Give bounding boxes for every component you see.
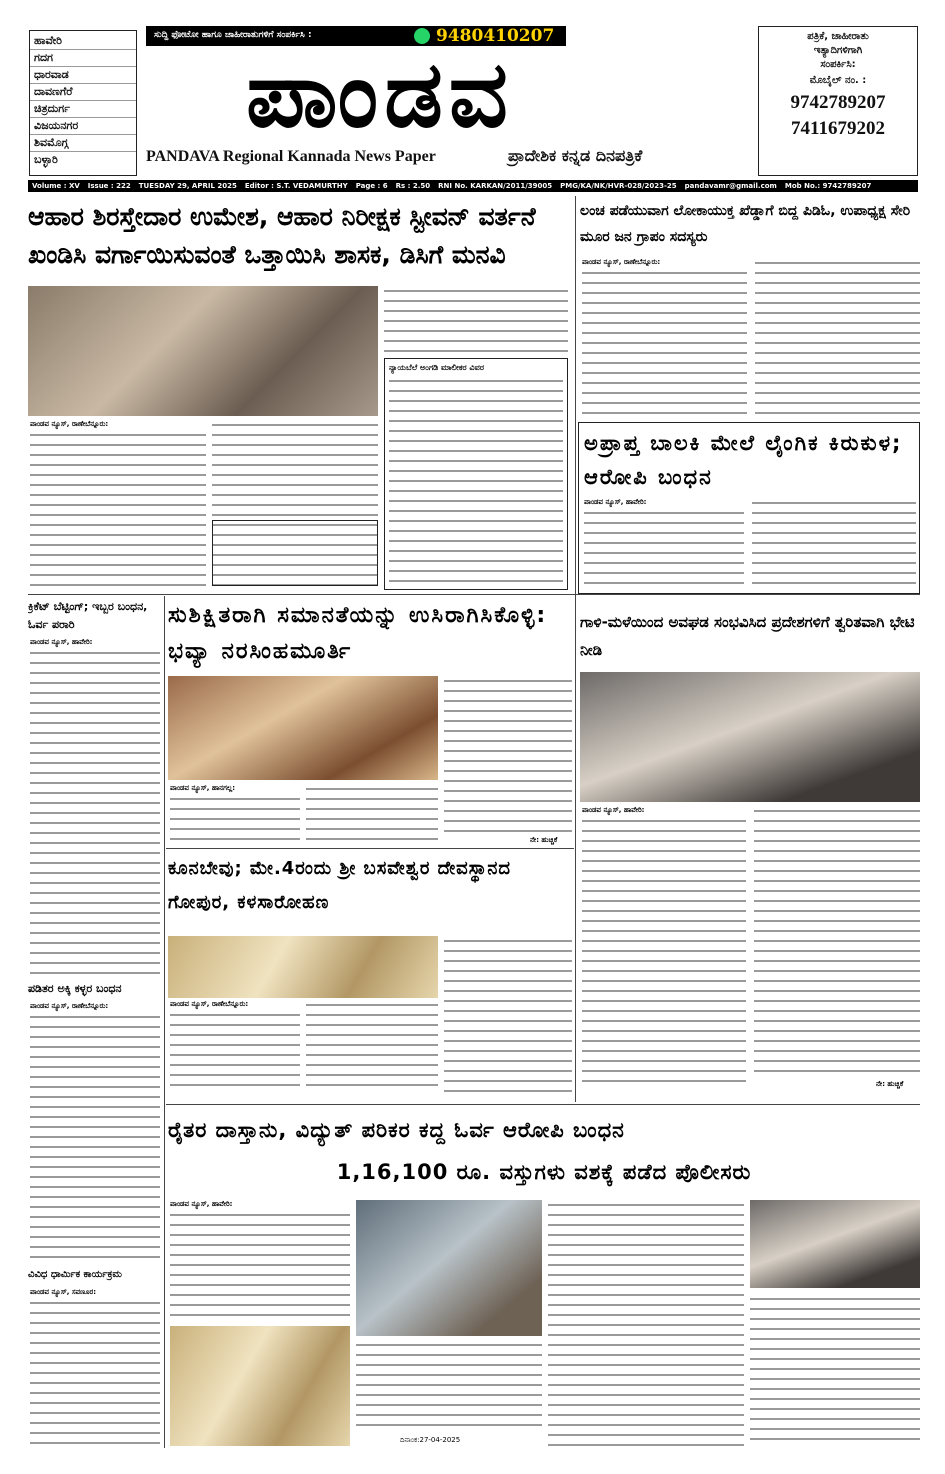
editor: Editor : S.T. VEDAMURTHY <box>244 182 348 190</box>
article-5-body <box>170 794 300 848</box>
volume: Volume : XV <box>32 182 80 190</box>
mobile[interactable]: Mob No.: 9742789207 <box>784 182 872 190</box>
article-8-headline[interactable]: ಪಡಿತರ ಅಕ್ಕಿ ಕಳ್ಳರ ಬಂಧನ <box>28 982 122 995</box>
article-6-headline[interactable]: ಗಾಳಿ-ಮಳೆಯಿಂದ ಅವಘಡ ಸಂಭವಿಸಿದ ಪ್ರದೇಶಗಳಿಗೆ ತ್ವರಿತವಾಗಿ ಭೇಟಿ ನೀಡಿ <box>580 613 915 659</box>
ad-line-3: ಸಂಪರ್ಕಿಸಿ: <box>820 59 856 70</box>
column-rule <box>164 596 165 1448</box>
article-4-headline[interactable]: ಕ್ರಿಕೆಟ್ ಬೆಟ್ಟಿಂಗ್; ಇಬ್ಬರ ಬಂಧನ, ಓರ್ವ ಪರಾರಿ <box>28 600 148 631</box>
dealers-box-title: ನ್ಯಾಯಬೆಲೆ ಅಂಗಡಿ ಮಾಲೀಕರ ವಿವರ <box>389 363 484 372</box>
article-1-headline[interactable]: ಆಹಾರ ಶಿರಸ್ತೇದಾರ ಉಮೇಶ, ಆಹಾರ ನಿರೀಕ್ಷಕ ಸ್ಟೀವನ್ ವರ್ತನೆ ಖಂಡಿಸಿ ವರ್ಗಾಯಿಸುವಂತೆ ಒತ್ತಾಯಿಸಿ ಶಾಸಕ, ಡಿಸಿಗೆ ಮನವಿ <box>28 202 536 269</box>
row-rule <box>166 1104 920 1105</box>
article-3-byline: ಪಾಂಡವ ನ್ಯೂಸ್, ಹಾವೇರಿ: <box>584 498 647 506</box>
district-list <box>29 30 137 176</box>
dealers-box-body <box>389 376 563 586</box>
article-5-photo[interactable] <box>168 676 438 780</box>
newspaper-title: ಪಾಂಡವ <box>246 41 514 148</box>
pmg: PMG/KA/NK/HVR-028/2023-25 <box>560 182 677 190</box>
article-1-byline: ಪಾಂಡವ ನ್ಯೂಸ್, ರಾಣೇಬೆನ್ನೂರು: <box>30 420 109 428</box>
ad-line-2: ಇತ್ಯಾದಿಗಳಿಗಾಗಿ <box>813 45 863 56</box>
district-item[interactable]: ಧಾರವಾಡ <box>30 67 136 84</box>
article-10-byline: ಪಾಂಡವ ನ್ಯೂಸ್, ಸವಣೂರ: <box>30 1288 96 1296</box>
article-6-byline: ಪಾಂಡವ ನ್ಯೂಸ್, ಹಾವೇರಿ: <box>582 806 645 814</box>
article-9-headline-2[interactable]: 1,16,100 ರೂ. ವಸ್ತುಗಳು ವಶಕ್ಕೆ ಪಡೆದ ಪೊಲೀಸರು <box>336 1160 752 1184</box>
district-item[interactable]: ವಿಜಯನಗರ <box>30 118 136 135</box>
article-7-body-col2 <box>306 1000 438 1094</box>
article-6-photo-credit: ನೇ: ಹುಚ್ಚಿಕೆ <box>876 1080 904 1088</box>
contact-label: ಸುದ್ದಿ ಫೋಟೋ ಹಾಗೂ ಜಾಹೀರಾತುಗಳಿಗೆ ಸಂಪರ್ಕಿಸಿ : <box>154 30 312 40</box>
article-8-byline: ಪಾಂಡವ ನ್ಯೂಸ್, ರಾಣೇಬೆನ್ನೂರು: <box>30 1002 109 1010</box>
article-7-byline: ಪಾಂಡವ ನ್ಯೂಸ್, ರಾಣೇಬೆನ್ನೂರು: <box>170 1000 249 1008</box>
article-5-headline[interactable]: ಸುಶಿಕ್ಷಿತರಾಗಿ ಸಮಾನತೆಯನ್ನು ಉಸಿರಾಗಿಸಿಕೊಳ್ಳಿ: ಭವ್ಯಾ ನರಸಿಂಹಮೂರ್ತಿ <box>168 603 548 664</box>
article-10-body <box>30 1298 160 1446</box>
district-item[interactable]: ಬಳ್ಳಾರಿ <box>34 153 58 166</box>
article-9-photo-sacks[interactable] <box>170 1326 350 1446</box>
article-7-photo[interactable] <box>168 936 438 998</box>
district-item[interactable]: ಗದಗ <box>30 50 136 67</box>
article-7-headline[interactable]: ಕೂನಬೇವು; ಮೇ.4ರಂದು ಶ್ರೀ ಬಸವೇಶ್ವರ ದೇವಸ್ಥಾನದ ಗೋಪುರ, ಕಳಸಾರೋಹಣ <box>168 858 512 913</box>
article-6-body <box>582 816 746 1086</box>
info-bar <box>28 180 918 192</box>
whatsapp-number[interactable]: 9480410207 <box>436 26 555 46</box>
article-6-photo[interactable] <box>580 672 920 802</box>
article-4-byline: ಪಾಂಡವ ನ್ಯೂಸ್, ಹಾವೇರಿ: <box>30 638 93 646</box>
district-item[interactable]: ಶಿವಮೊಗ್ಗ <box>30 135 136 152</box>
article-9-body-col2 <box>356 1340 542 1432</box>
article-5-body-col3 <box>444 676 572 836</box>
article-9-photo-transformer[interactable] <box>750 1200 920 1288</box>
article-4-body <box>30 648 160 974</box>
ad-box <box>758 26 918 176</box>
article-9-byline: ಪಾಂಡವ ನ್ಯೂಸ್, ಹಾವೇರಿ: <box>170 1200 233 1208</box>
article-1-dealers-box <box>384 358 568 590</box>
rni: RNI No. KARKAN/2011/39005 <box>438 182 553 190</box>
article-9-headline[interactable]: ರೈತರ ದಾಸ್ತಾನು, ವಿದ್ಯುತ್ ಪರಿಕರ ಕದ್ದ ಓರ್ವ ಆರೋಪಿ ಬಂಧನ <box>168 1118 625 1142</box>
article-9-body-col3 <box>548 1200 744 1446</box>
article-9-date-line: ದಿನಾಂಕ:27-04-2025 <box>400 1436 461 1444</box>
article-5-body-col2 <box>306 784 438 848</box>
ad-line-1: ಪತ್ರಿಕೆ, ಜಾಹೀರಾತು <box>807 31 869 42</box>
district-item[interactable]: ಚಿತ್ರದುರ್ಗ <box>30 101 136 118</box>
english-name: PANDAVA Regional Kannada News Paper <box>146 148 436 165</box>
page-number: Page : 6 <box>355 182 388 190</box>
article-5-photo-credit: ನೇ: ಹುಚ್ಚಿಕೆ <box>530 836 558 844</box>
email[interactable]: pandavamr@gmail.com <box>684 182 777 190</box>
article-9-body-col4 <box>750 1294 920 1446</box>
article-1-body <box>30 430 206 590</box>
article-6-body-col2 <box>754 806 920 1076</box>
article-10-headline[interactable]: ವಿವಿಧ ಧಾರ್ಮಿಕ ಕಾರ್ಯಕ್ರಮ <box>28 1269 122 1280</box>
district-item[interactable]: ದಾವಣಗೆರೆ <box>30 84 136 101</box>
article-1-photo[interactable] <box>28 286 378 416</box>
article-1-body-col3 <box>384 286 568 356</box>
ad-line-4: ಮೊಬೈಲ್ ನಂ. : <box>809 75 867 86</box>
article-2-byline: ಪಾಂಡವ ನ್ಯೂಸ್, ರಾಣೇಬೆನ್ನೂರು: <box>582 258 661 266</box>
article-1-inset-box <box>212 520 378 586</box>
issue: Issue : 222 <box>87 182 131 190</box>
article-3-body-col2 <box>752 498 916 590</box>
article-2-body-col2 <box>755 258 920 416</box>
article-2-body <box>582 268 747 416</box>
price: Rs : 2.50 <box>395 182 431 190</box>
date: TUESDAY 29, APRIL 2025 <box>138 182 237 190</box>
kannada-tagline: ಪ್ರಾದೇಶಿಕ ಕನ್ನಡ ದಿನಪತ್ರಿಕೆ <box>508 146 643 165</box>
article-2-headline[interactable]: ಲಂಚ ಪಡೆಯುವಾಗ ಲೋಕಾಯುಕ್ತ ಖೆಡ್ಡಾಗೆ ಬಿದ್ದ ಪಿಡಿಓ, ಉಪಾಧ್ಯಕ್ಷ ಸೇರಿ ಮೂರ ಜನ ಗ್ರಾಪಂ ಸದಸ್ಯರು <box>580 203 911 245</box>
article-9-photo-police[interactable] <box>356 1200 542 1336</box>
ad-phone-2[interactable]: 7411679202 <box>791 118 885 139</box>
article-3-headline[interactable]: ಅಪ್ರಾಪ್ತ ಬಾಲಕಿ ಮೇಲೆ ಲೈಂಗಿಕ ಕಿರುಕುಳ; ಆರೋಪಿ ಬಂಧನ <box>584 431 903 489</box>
district-item[interactable]: ಹಾವೇರಿ <box>30 33 136 50</box>
article-8-body <box>30 1012 160 1262</box>
column-rule <box>575 196 576 1102</box>
row-rule <box>166 848 574 849</box>
ad-phone-1[interactable]: 9742789207 <box>790 92 886 113</box>
row-rule <box>28 594 920 595</box>
article-9-body <box>170 1210 350 1322</box>
article-7-body-col3 <box>444 936 572 1094</box>
article-5-byline: ಪಾಂಡವ ನ್ಯೂಸ್, ಹಾನಗಲ್ಲ: <box>170 784 236 792</box>
article-3-body <box>584 508 744 590</box>
article-7-body <box>170 1010 300 1094</box>
